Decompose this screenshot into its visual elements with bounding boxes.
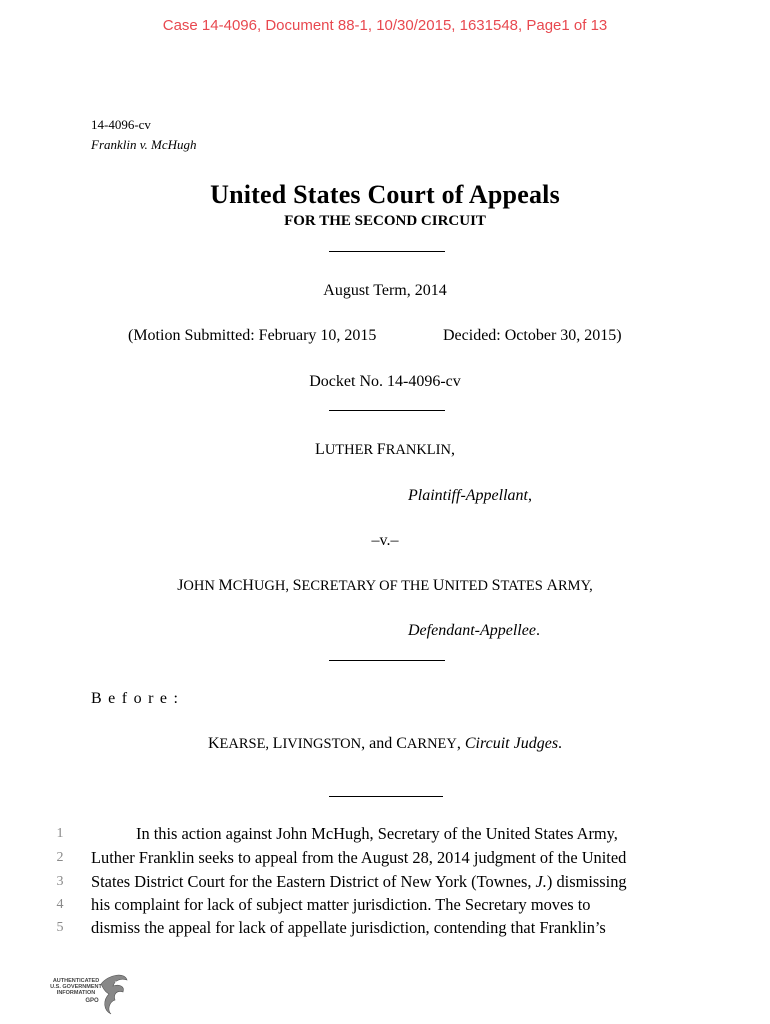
defendant-name-cap: S bbox=[292, 577, 302, 594]
circuit-subtitle: FOR THE SECOND CIRCUIT bbox=[284, 213, 486, 229]
line-number: 4 bbox=[56, 897, 64, 912]
defendant-name-cap: U bbox=[432, 577, 445, 594]
defendant-name-cap: J bbox=[177, 577, 184, 594]
docket-number-top: 14-4096-cv bbox=[91, 117, 151, 132]
defendant-name-part: NITED bbox=[444, 578, 492, 594]
before-label: Before: bbox=[91, 690, 185, 707]
defendant-role: Defendant-Appellee. bbox=[408, 622, 540, 639]
defendant-name-cap: M bbox=[218, 577, 233, 594]
defendant-name-part: C bbox=[232, 578, 243, 594]
body-line: Luther Franklin seeks to appeal from the August 28, 2014 judgment of the United bbox=[91, 848, 627, 867]
plaintiff-role: Plaintiff-Appellant, bbox=[408, 487, 532, 504]
line-number: 3 bbox=[56, 874, 64, 889]
gpo-logo-text: GPO bbox=[85, 998, 99, 1004]
defendant-name-part: RMY, bbox=[558, 578, 593, 594]
gpo-logo-text: U.S. GOVERNMENT bbox=[50, 984, 102, 990]
body-line: States District Court for the Eastern District of New York (Townes, J.) dismissing bbox=[91, 872, 627, 891]
line-number: 5 bbox=[56, 920, 64, 935]
line-number: 2 bbox=[56, 850, 64, 865]
divider-rule bbox=[329, 410, 445, 411]
gpo-authenticated-logo bbox=[42, 972, 132, 1018]
defendant-name-part: ECRETARY OF THE bbox=[301, 578, 433, 594]
term-line: August Term, 2014 bbox=[323, 282, 447, 299]
short-caption: Franklin v. McHugh bbox=[91, 137, 197, 152]
plaintiff-name: LUTHER FRANKLIN, bbox=[315, 441, 455, 458]
body-line: dismiss the appeal for lack of appellate jurisdiction, contending that Franklin’s bbox=[91, 918, 606, 937]
panel-judges: KEARSE, LIVINGSTON, and CARNEY, Circuit Judges. bbox=[207, 735, 563, 752]
decided-date: Decided: October 30, 2015) bbox=[443, 327, 622, 344]
body-line: In this action against John McHugh, Secretary of the United States Army, bbox=[136, 824, 618, 843]
line-number: 1 bbox=[56, 826, 64, 841]
court-title: United States Court of Appeals bbox=[210, 180, 560, 209]
motion-submitted-date: (Motion Submitted: February 10, 2015 bbox=[128, 327, 377, 344]
case-header-stamp: Case 14-4096, Document 88-1, 10/30/2015, 1631548, Page1 of 13 bbox=[162, 17, 608, 34]
defendant-name bbox=[0, 577, 770, 595]
eagle-icon bbox=[97, 972, 131, 1016]
divider-rule bbox=[329, 251, 445, 252]
gpo-logo-text: AUTHENTICATED bbox=[52, 978, 100, 984]
divider-rule bbox=[329, 796, 443, 797]
gpo-logo-text: INFORMATION bbox=[56, 990, 96, 996]
defendant-name-part: UGH, bbox=[253, 578, 293, 594]
defendant-name-cap: S bbox=[491, 577, 501, 594]
divider-rule bbox=[329, 660, 445, 661]
defendant-name-cap: A bbox=[546, 577, 559, 594]
body-line: his complaint for lack of subject matter jurisdiction. The Secretary moves to bbox=[91, 895, 591, 914]
versus-marker: –v.– bbox=[371, 532, 399, 549]
defendant-name-part: TATES bbox=[500, 578, 547, 594]
defendant-name-part: OHN bbox=[183, 578, 219, 594]
defendant-name-cap: H bbox=[242, 577, 254, 594]
docket-number: Docket No. 14-4096-cv bbox=[309, 373, 461, 390]
